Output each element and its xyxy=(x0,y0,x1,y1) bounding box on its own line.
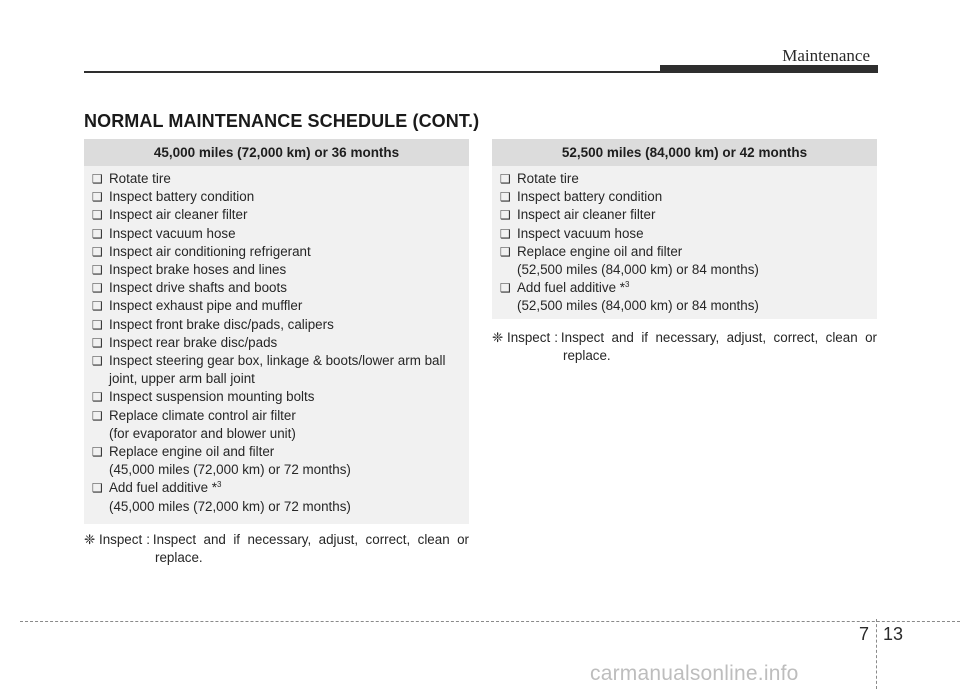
page-title: NORMAL MAINTENANCE SCHEDULE (CONT.) xyxy=(84,111,480,131)
footnote-marker: 3 xyxy=(624,280,630,290)
checklist xyxy=(492,166,877,316)
checklist-item-text: Inspect exhaust pipe and muffler xyxy=(109,298,303,314)
checklist-item-text: Add fuel additive * xyxy=(109,480,217,496)
checklist-item-text: Inspect steering gear box, linkage & boots/lower arm ball xyxy=(109,353,446,369)
checklist-item xyxy=(92,225,469,243)
checklist-item-detail: joint, upper arm ball joint xyxy=(109,371,255,387)
note-term: Inspect xyxy=(507,330,551,345)
note-separator: : xyxy=(146,532,150,547)
checklist xyxy=(84,166,469,516)
checklist-item xyxy=(92,479,469,515)
checkbox-icon: ❑ xyxy=(92,445,103,460)
checklist-item-detail: (52,500 miles (84,000 km) or 84 months) xyxy=(517,262,759,278)
checklist-item-text: Inspect suspension mounting bolts xyxy=(109,389,315,405)
schedule-heading: 52,500 miles (84,000 km) or 42 months xyxy=(492,139,877,166)
checklist-item-text: Add fuel additive * xyxy=(517,280,625,296)
note-symbol: ❈ xyxy=(84,532,96,547)
checklist-item-text: Inspect drive shafts and boots xyxy=(109,280,287,296)
checklist-item-detail: (45,000 miles (72,000 km) or 72 months) xyxy=(109,498,351,514)
checkbox-icon: ❑ xyxy=(92,317,103,332)
note-separator: : xyxy=(554,330,558,345)
checkbox-icon: ❑ xyxy=(92,481,103,496)
checklist-item xyxy=(92,334,469,352)
header-rule-accent xyxy=(660,65,878,73)
checklist-item xyxy=(92,297,469,315)
footnote-marker: 3 xyxy=(216,480,222,490)
checkbox-icon: ❑ xyxy=(92,263,103,278)
checklist-item xyxy=(92,261,469,279)
checklist-item-text: Inspect air cleaner filter xyxy=(517,207,656,223)
checklist-item xyxy=(92,407,469,443)
inspect-note xyxy=(84,531,469,567)
checklist-item xyxy=(500,206,877,224)
checkbox-icon: ❑ xyxy=(92,172,103,186)
checkbox-icon: ❑ xyxy=(92,299,103,314)
checkbox-icon: ❑ xyxy=(92,390,103,405)
footer-rule xyxy=(20,621,960,622)
checklist-item-text: Inspect brake hoses and lines xyxy=(109,262,287,278)
schedule-heading: 45,000 miles (72,000 km) or 36 months xyxy=(84,139,469,166)
note-text-continued: replace. xyxy=(563,348,611,364)
checkbox-icon: ❑ xyxy=(92,208,103,223)
page-number: 13 xyxy=(883,624,904,644)
checkbox-icon: ❑ xyxy=(500,281,511,296)
checkbox-icon: ❑ xyxy=(500,244,511,259)
watermark: carmanualsonline.info xyxy=(590,662,799,685)
checkbox-icon: ❑ xyxy=(92,226,103,241)
checklist-item-text: Inspect vacuum hose xyxy=(109,225,236,241)
checkbox-icon: ❑ xyxy=(92,281,103,296)
checklist-item-text: Replace engine oil and filter xyxy=(109,444,275,460)
checklist-item xyxy=(92,279,469,297)
note-symbol: ❈ xyxy=(492,330,504,345)
checklist-item xyxy=(92,188,469,206)
checkbox-icon: ❑ xyxy=(500,190,511,205)
checklist-item xyxy=(500,170,877,188)
checklist-item-detail: (45,000 miles (72,000 km) or 72 months) xyxy=(109,462,351,478)
checkbox-icon: ❑ xyxy=(92,244,103,259)
inspect-note xyxy=(492,329,877,365)
checklist-item xyxy=(92,443,469,479)
checklist-item xyxy=(92,170,469,188)
schedule-box-45000 xyxy=(84,139,469,524)
section-title: Maintenance xyxy=(782,46,870,65)
checkbox-icon: ❑ xyxy=(500,226,511,241)
checkbox-icon: ❑ xyxy=(92,354,103,369)
footer-divider xyxy=(876,619,877,689)
checklist-item-detail: (for evaporator and blower unit) xyxy=(109,425,296,441)
checklist-item-text: Replace engine oil and filter xyxy=(517,243,683,259)
note-term: Inspect xyxy=(99,532,143,547)
checklist-item xyxy=(92,352,469,388)
checkbox-icon: ❑ xyxy=(92,190,103,205)
checklist-item xyxy=(92,388,469,406)
checklist-item xyxy=(500,225,877,243)
checkbox-icon: ❑ xyxy=(500,172,511,186)
checklist-item xyxy=(92,243,469,261)
checklist-item-text: Inspect air conditioning refrigerant xyxy=(109,243,311,259)
checklist-item-text: Inspect vacuum hose xyxy=(517,225,644,241)
checklist-item xyxy=(500,279,877,315)
checklist-item-text: Inspect front brake disc/pads, calipers xyxy=(109,316,334,332)
checklist-item-detail: (52,500 miles (84,000 km) or 84 months) xyxy=(517,298,759,314)
checklist-item-text: Inspect rear brake disc/pads xyxy=(109,334,278,350)
note-text-continued: replace. xyxy=(155,550,203,566)
checklist-item-text: Inspect battery condition xyxy=(517,189,663,205)
checkbox-icon: ❑ xyxy=(92,335,103,350)
checkbox-icon: ❑ xyxy=(500,208,511,223)
checklist-item-text: Rotate tire xyxy=(517,171,579,186)
checklist-item xyxy=(92,316,469,334)
checklist-item xyxy=(500,243,877,279)
checkbox-icon: ❑ xyxy=(92,408,103,423)
checklist-item xyxy=(500,188,877,206)
header-rule xyxy=(84,71,660,73)
checklist-item xyxy=(92,206,469,224)
checklist-item-text: Inspect battery condition xyxy=(109,189,255,205)
checklist-item-text: Replace climate control air filter xyxy=(109,407,296,423)
checklist-item-text: Inspect air cleaner filter xyxy=(109,207,248,223)
note-text: Inspect and if necessary, adjust, correct, clean or xyxy=(152,532,469,547)
chapter-number: 7 xyxy=(859,624,870,644)
schedule-box-52500 xyxy=(492,139,877,319)
checklist-item-text: Rotate tire xyxy=(109,171,171,186)
note-text: Inspect and if necessary, adjust, correct, clean or xyxy=(560,330,877,345)
